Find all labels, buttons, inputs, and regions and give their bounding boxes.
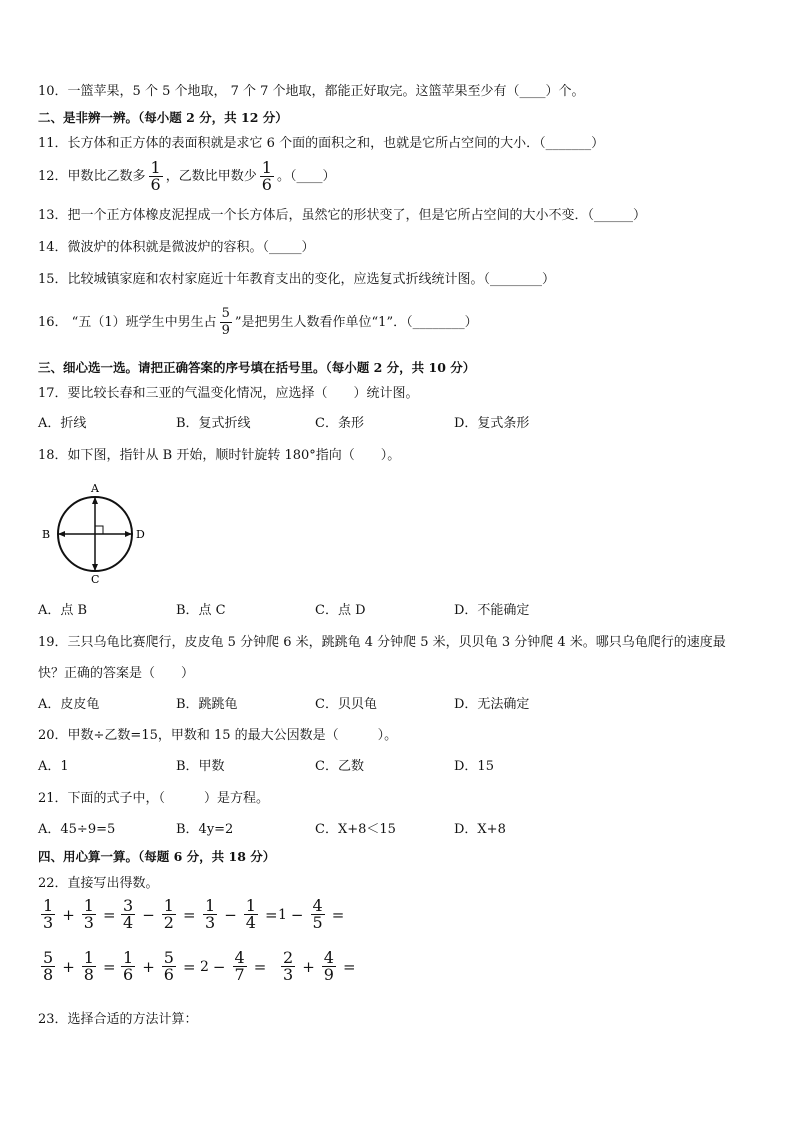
option-c: C．X+8＜15 (315, 822, 396, 837)
fraction-numerator: 2 (283, 948, 294, 967)
operator-sign: + (62, 957, 75, 976)
question-10: 10．一篮苹果，5 个 5 个地取， 7 个 7 个地取，都能正好取完。这篮苹果至少有（____）个。 (38, 84, 585, 99)
operator-sign: + (142, 957, 155, 976)
question-12-text-c: 。（____） (276, 168, 336, 184)
option-a: A．点 B (38, 603, 88, 618)
question-17: 17．要比较长春和三亚的气温变化情况，应选择（ ）统计图。 (38, 386, 419, 401)
fraction-denominator: 7 (234, 965, 245, 984)
operator-sign: − (212, 957, 226, 976)
option-d: D．无法确定 (454, 697, 530, 712)
option-d: D．15 (454, 759, 494, 774)
fraction-denominator: 4 (123, 913, 134, 932)
option-d: D．不能确定 (454, 603, 530, 618)
fraction (281, 950, 295, 983)
fraction (233, 950, 247, 983)
fraction-numerator: 1 (43, 896, 54, 915)
question-15: 15．比较城镇家庭和农村家庭近十年教育支出的变化，应选复式折线统计图。（________） (38, 272, 556, 287)
operator-sign: + (302, 957, 315, 976)
arithmetic-expression (278, 950, 360, 983)
point-c-label: C (91, 573, 100, 586)
question-12-text-a: 12．甲数比乙数多 (38, 168, 146, 184)
fraction-numerator: 5 (163, 948, 174, 967)
equals-sign: = (253, 957, 267, 976)
fraction (311, 898, 325, 931)
fraction-numerator: 1 (163, 896, 174, 915)
question-13: 13．把一个正方体橡皮泥捏成一个长方体后，虽然它的形状变了，但是它所占空间的大小不变．（______） (38, 208, 647, 223)
equals-sign: = (102, 957, 116, 976)
option-c: C．点 D (315, 603, 366, 618)
operator-sign: − (290, 905, 304, 924)
fraction-denominator: 6 (123, 965, 134, 984)
fraction-numerator: 1 (83, 948, 94, 967)
fraction (121, 898, 135, 931)
question-16 (38, 306, 478, 339)
option-c: C．乙数 (315, 759, 364, 774)
point-a-label: A (91, 482, 99, 495)
option-a: A．皮皮龟 (38, 697, 100, 712)
equals-sign: = (331, 905, 345, 924)
equals-sign: = (182, 957, 196, 976)
arithmetic-expression (38, 898, 120, 931)
fraction-numerator: 5 (43, 948, 54, 967)
option-c: C．贝贝龟 (315, 697, 377, 712)
section-2-heading: 二、是非辨一辨。（每小题 2 分，共 12 分） (38, 110, 288, 125)
arithmetic-expression (278, 898, 348, 931)
fraction-denominator: 3 (83, 913, 94, 932)
fraction-numerator: 4 (234, 948, 245, 967)
section-4-heading: 四、用心算一算。（每题 6 分，共 18 分） (38, 849, 276, 864)
fraction (82, 898, 96, 931)
option-b: B．点 C (176, 603, 226, 618)
point-b-label: B (42, 528, 51, 541)
compass-diagram (38, 480, 158, 588)
fraction-denominator: 8 (43, 965, 54, 984)
option-d: D．复式条形 (454, 416, 530, 431)
equals-sign: = (264, 905, 278, 924)
fraction (260, 160, 274, 193)
fraction-numerator: 1 (123, 948, 134, 967)
fraction-denominator: 8 (83, 965, 94, 984)
fraction-denominator: 9 (221, 323, 230, 338)
fraction-denominator: 4 (245, 913, 256, 932)
fraction-numerator: 1 (83, 896, 94, 915)
option-b: B．4y=2 (176, 822, 234, 837)
question-11: 11．长方体和正方体的表面积就是求它 6 个面的面积之和，也就是它所占空间的大小．（_______） (38, 136, 605, 151)
fraction-numerator: 3 (123, 896, 134, 915)
fraction (162, 898, 176, 931)
question-20: 20．甲数÷乙数=15，甲数和 15 的最大公因数是（ ）。 (38, 728, 398, 743)
fraction (322, 950, 336, 983)
arithmetic-expression (118, 950, 200, 983)
question-19-line-2: 快？正确的答案是（ ） (38, 666, 195, 681)
operator-sign: − (224, 905, 237, 924)
fraction (220, 306, 232, 339)
fraction (121, 950, 135, 983)
fraction-denominator: 6 (163, 965, 174, 984)
fraction-numerator: 1 (261, 158, 272, 177)
fraction-denominator: 3 (283, 965, 294, 984)
question-12-text-b: ，乙数比甲数少 (165, 168, 257, 184)
question-22: 22．直接写出得数。 (38, 876, 159, 891)
question-16-text-b: ”是把男生人数看作单位“1”．（________） (234, 314, 478, 330)
option-b: B．甲数 (176, 759, 225, 774)
point-d-label: D (136, 528, 145, 541)
arithmetic-expression (200, 898, 282, 931)
right-angle-mark (95, 526, 103, 534)
equals-sign: = (342, 957, 356, 976)
fraction (244, 898, 258, 931)
operator-sign: + (62, 905, 75, 924)
question-23: 23．选择合适的方法计算： (38, 1012, 198, 1027)
fraction-denominator: 3 (43, 913, 54, 932)
fraction (203, 898, 217, 931)
question-21: 21．下面的式子中，（ ）是方程。 (38, 791, 270, 806)
option-a: A．1 (38, 759, 69, 774)
fraction-numerator: 5 (221, 306, 230, 321)
option-a: A．折线 (38, 416, 87, 431)
fraction-denominator: 6 (261, 175, 272, 194)
fraction (149, 160, 163, 193)
option-d: D．X+8 (454, 822, 506, 837)
section-3-heading: 三、细心选一选。请把正确答案的序号填在括号里。（每小题 2 分，共 10 分） (38, 360, 476, 375)
fraction-denominator: 5 (312, 913, 323, 932)
fraction-denominator: 6 (150, 175, 161, 194)
option-c: C．条形 (315, 416, 364, 431)
option-b: B．复式折线 (176, 416, 251, 431)
arithmetic-expression (118, 898, 200, 931)
question-18: 18．如下图，指针从 B 开始，顺时针旋转 180°指向（ ）。 (38, 448, 401, 463)
fraction-denominator: 2 (163, 913, 174, 932)
option-a: A．45÷9=5 (38, 822, 116, 837)
fraction (41, 950, 55, 983)
arithmetic-expression (38, 950, 120, 983)
fraction-numerator: 4 (312, 896, 323, 915)
question-14: 14．微波炉的体积就是微波炉的容积。（_____） (38, 240, 315, 255)
fraction-numerator: 4 (323, 948, 334, 967)
question-12 (38, 160, 335, 193)
fraction-numerator: 1 (245, 896, 256, 915)
fraction (162, 950, 176, 983)
question-16-text-a: 16． “五（1）班学生中男生占 (38, 314, 217, 330)
equals-sign: = (182, 905, 196, 924)
fraction (82, 950, 96, 983)
option-b: B．跳跳龟 (176, 697, 238, 712)
fraction (41, 898, 55, 931)
operator-sign: − (142, 905, 155, 924)
arithmetic-expression (200, 950, 270, 983)
fraction-denominator: 3 (205, 913, 216, 932)
whole-number: 2 (200, 958, 209, 975)
fraction-numerator: 1 (150, 158, 161, 177)
question-19-line-1: 19．三只乌龟比赛爬行，皮皮龟 5 分钟爬 6 米，跳跳龟 4 分钟爬 5 米，贝贝龟 3 分钟爬 4 米。哪只乌龟爬行的速度最 (38, 635, 726, 650)
whole-number: 1 (278, 906, 287, 923)
fraction-denominator: 9 (323, 965, 334, 984)
equals-sign: = (102, 905, 116, 924)
fraction-numerator: 1 (205, 896, 216, 915)
